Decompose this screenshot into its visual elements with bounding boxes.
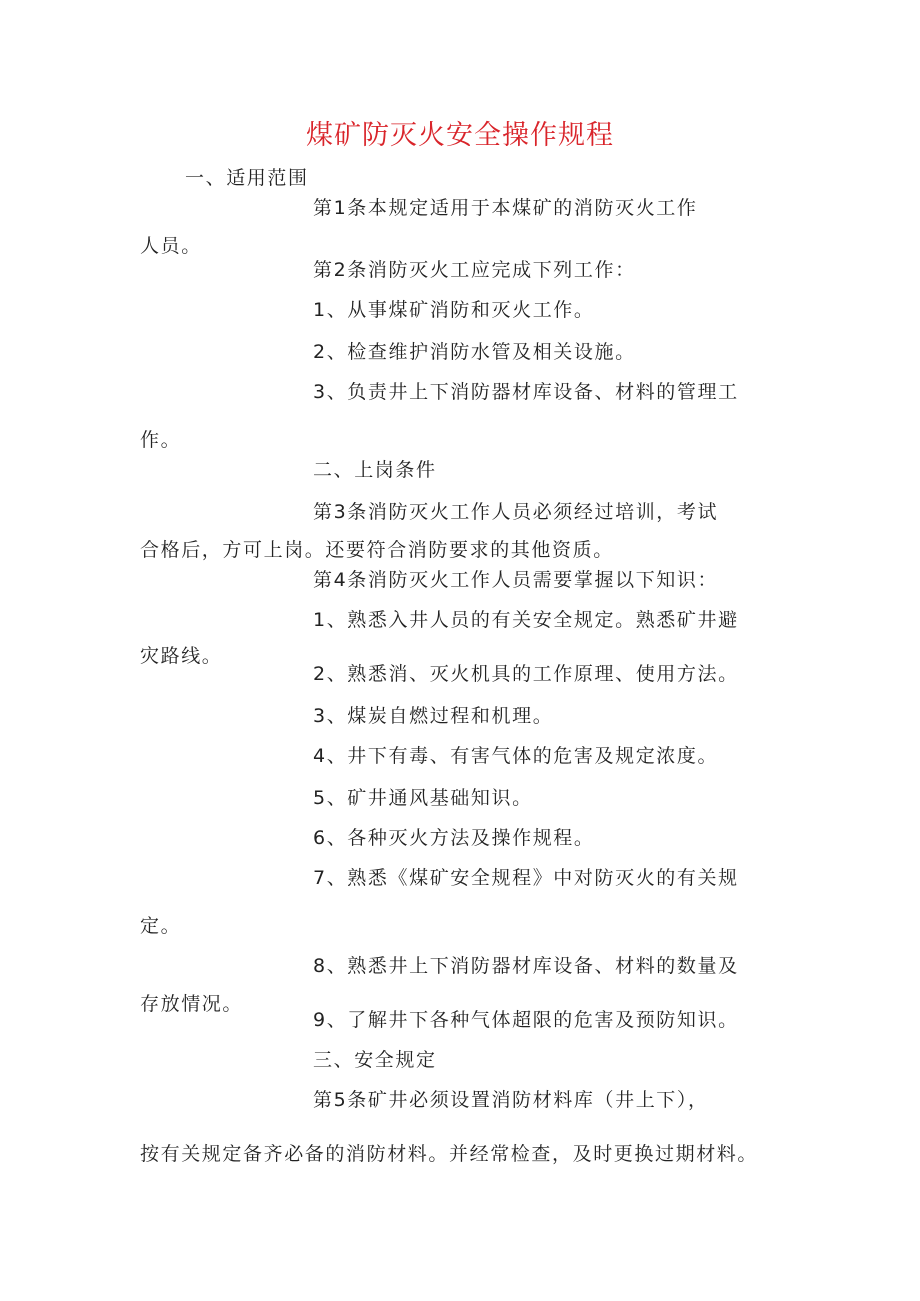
section-heading-safety: 三、安全规定	[313, 1049, 437, 1071]
knowledge-item-7-line-2: 定。	[140, 915, 182, 937]
knowledge-item-4: 4、井下有毒、有害气体的危害及规定浓度。	[313, 745, 719, 767]
knowledge-item-8-line-1: 8、熟悉井上下消防器材库设备、材料的数量及	[313, 955, 739, 977]
section-heading-scope: 一、适用范围	[185, 167, 309, 189]
article-4: 第4条消防灭火工作人员需要掌握以下知识：	[313, 569, 719, 591]
duty-item-3-line-2: 作。	[140, 429, 182, 451]
article-1-line-1: 第1条本规定适用于本煤矿的消防灭火工作	[313, 197, 698, 219]
duty-item-1: 1、从事煤矿消防和灭火工作。	[313, 299, 595, 321]
article-3-line-1: 第3条消防灭火工作人员必须经过培训，考试	[313, 501, 719, 523]
knowledge-item-5: 5、矿井通风基础知识。	[313, 787, 533, 809]
knowledge-item-8-line-2: 存放情况。	[140, 993, 244, 1015]
article-5-line-2: 按有关规定备齐必备的消防材料。并经常检查，及时更换过期材料。	[140, 1143, 759, 1165]
article-2: 第2条消防灭火工应完成下列工作：	[313, 259, 636, 281]
article-3-line-2: 合格后，方可上岗。还要符合消防要求的其他资质。	[140, 539, 614, 561]
duty-item-3-line-1: 3、负责井上下消防器材库设备、材料的管理工	[313, 381, 739, 403]
knowledge-item-1-line-1: 1、熟悉入井人员的有关安全规定。熟悉矿井避	[313, 609, 739, 631]
knowledge-item-3: 3、煤炭自燃过程和机理。	[313, 705, 554, 727]
duty-item-2: 2、检查维护消防水管及相关设施。	[313, 341, 636, 363]
section-heading-qualification: 二、上岗条件	[313, 459, 437, 481]
page-title: 煤矿防灭火安全操作规程	[306, 120, 614, 151]
knowledge-item-9: 9、了解井下各种气体超限的危害及预防知识。	[313, 1009, 739, 1031]
knowledge-item-1-line-2: 灾路线。	[140, 645, 223, 667]
article-5-line-1: 第5条矿井必须设置消防材料库（井上下），	[313, 1089, 709, 1111]
knowledge-item-6: 6、各种灭火方法及操作规程。	[313, 827, 595, 849]
knowledge-item-7-line-1: 7、熟悉《煤矿安全规程》中对防灭火的有关规	[313, 867, 739, 889]
knowledge-item-2: 2、熟悉消、灭火机具的工作原理、使用方法。	[313, 663, 739, 685]
article-1-line-2: 人员。	[140, 235, 202, 257]
